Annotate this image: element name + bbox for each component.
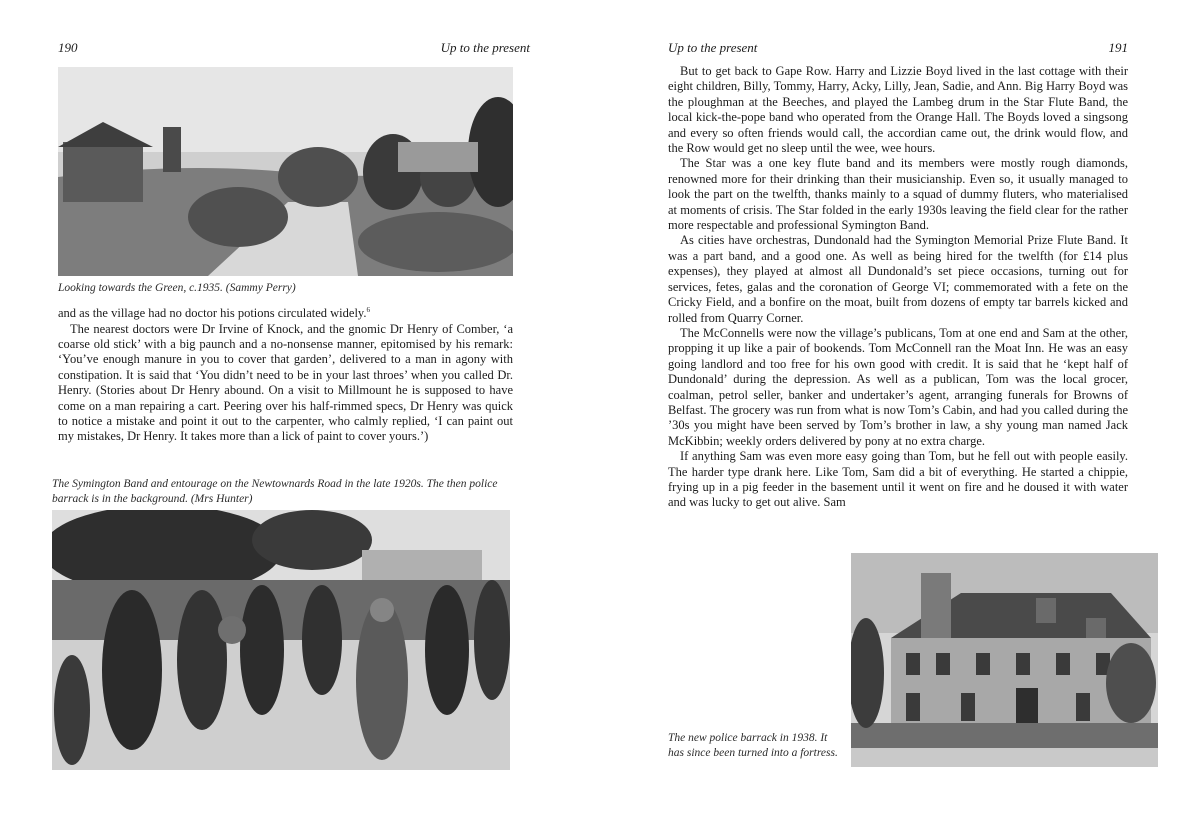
right-paragraph-4: The McConnells were now the village’s publicans, Tom at one end and Sam at the other, propping it up like a pair of bookends. Tom McConnell ran the Moat Inn. He was an easy going landlord and too free for his own good with credit. It is said that he ‘kept half of Dundonald’ during the depression. As well as a publican, Tom was the local grocer, coalman, petrol seller, banker and undertaker’s agent, arranging funerals for Browns of Belfast. The grocery was run from what is now Tom’s Cabin, and had you called during the ’30s you might have been served by Tom’s brother in law, a shy young man named Jack McKibbin; weekly orders delivered by pony at no extra charge. (668, 325, 1128, 448)
right-paragraph-2: The Star was a one key flute band and its members were mostly rough diamonds, renowned more for their drinking than their musicianship. Even so, it usually managed to look the part on the twelfth, thanks mainly to a squad of dummy fluters, who materialised at moments of crisis. The Star folded in the early 1930s leaving the field clear for the rather more respectable and professional Symington Band. (668, 156, 1128, 233)
right-paragraph-1: But to get back to Gape Row. Harry and Lizzie Boyd lived in the last cottage with their eight children, Billy, Tommy, Harry, Acky, Lilly, Jean, Sadie, and Ann. Big Harry Boyd was the ploughman at the Beeches, and played the Lambeg drum in the Star Flute Band, the local kick-the-pope band who operated from the Orange Hall. The Boyds loved a singsong and every so often friends would call, the accordian came out, the drink would flow, and the Row would get no sleep until the wee, wee hours. (668, 64, 1128, 156)
footnote-marker: 6 (366, 306, 370, 314)
band-photo-caption: The Symington Band and entourage on the Newtownards Road in the late 1920s. The then police barrack is in the background. (Mrs Hunter) (52, 478, 498, 505)
green-photo-caption: Looking towards the Green, c.1935. (Sammy Perry) (58, 282, 296, 294)
page-number-right: 191 (1108, 40, 1128, 55)
page-number-left: 190 (58, 40, 78, 55)
right-body-text (668, 64, 1128, 511)
left-paragraph-2: The nearest doctors were Dr Irvine of Knock, and the gnomic Dr Henry of Comber, ‘a coarse old stick’ with a big paunch and a no-nonsense manner, epitomised by his remark: ‘You’ve enough manure in you to cover that garden’, delivered to a man in agony with constipation. It is said that ‘You didn’t need to be in your last throes’ when you called Dr. Henry. (Stories about Dr Henry abound. On a visit to Millmount he is supposed to have come on a man repairing a cart. Peering over his half-rimmed specs, Dr Henry was quick to notice a mistake and point it out to the carpenter, who calmly replied, ‘I can paint out my mistakes, Dr Henry. It takes more than a lick of paint to cover yours.’) (58, 321, 513, 444)
right-paragraph-3: As cities have orchestras, Dundonald had the Symington Memorial Prize Flute Band. It was a part band, and a good one. As well as being hired for the twelfth (for £14 plus expenses), they played at almost all Dundonald’s set piece occasions, turning out for services, fetes, galas and the coronation of George VI; commemorated with a fete on the Cricky Field, and a bonfire on the moat, built from dozens of empty tar barrels kicked and rolled from Quarry Corner. (668, 233, 1128, 325)
barrack-photo (851, 553, 1158, 767)
right-paragraph-5: If anything Sam was even more easy going than Tom, but he fell out with people easily. The harder type drank here. Like Tom, Sam did a bit of everything. He started a chippie, frying up in a pig feeder in the basement until it went on fire and he doused it with water and was lucky to get out alive. Sam (668, 449, 1128, 510)
band-photo (52, 510, 510, 770)
right-page (600, 0, 1200, 832)
left-paragraph-1: and as the village had no doctor his potions circulated widely.$^6$ (58, 306, 370, 321)
green-photo (58, 67, 513, 276)
running-head-left: Up to the present (440, 40, 530, 55)
barrack-photo-caption: The new police barrack in 1938. It has since been turned into a fortress. (668, 732, 838, 759)
running-head-right: Up to the present (668, 40, 758, 55)
left-body-text (58, 303, 513, 445)
